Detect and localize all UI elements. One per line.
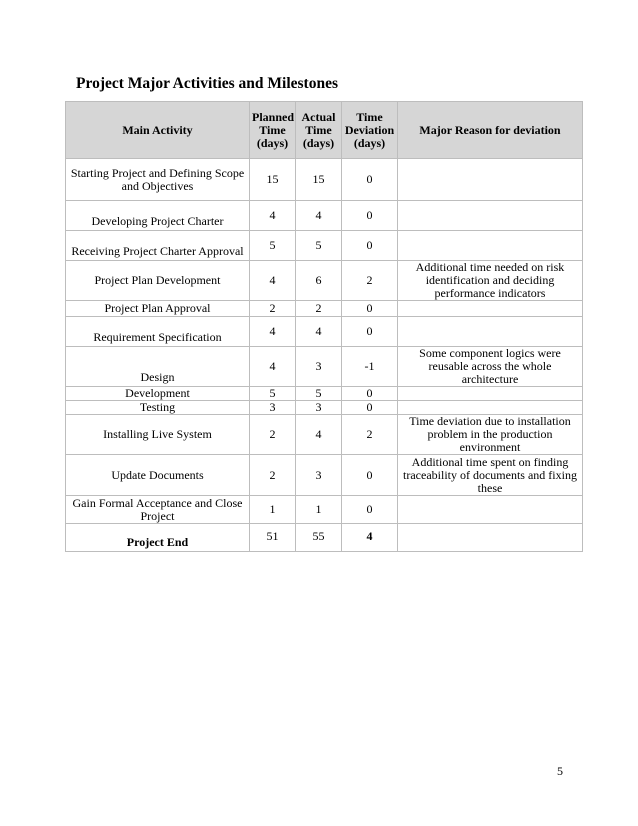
- cell-deviation: 0: [342, 317, 398, 347]
- cell-reason: Some component logics were reusable across the whole architecture: [398, 347, 583, 387]
- cell-reason: [398, 401, 583, 415]
- cell-deviation: 0: [342, 231, 398, 261]
- table-row: [66, 387, 583, 401]
- cell-activity: Developing Project Charter: [66, 201, 250, 231]
- cell-activity: Gain Formal Acceptance and Close Project: [66, 496, 250, 524]
- cell-planned: 5: [250, 387, 296, 401]
- milestones-table: [65, 101, 583, 552]
- cell-deviation: 2: [342, 415, 398, 455]
- page-title: Project Major Activities and Milestones: [76, 75, 339, 92]
- table-row: [66, 347, 583, 387]
- cell-reason: [398, 231, 583, 261]
- cell-actual: 2: [296, 301, 342, 317]
- cell-planned: 2: [250, 415, 296, 455]
- cell-actual: 3: [296, 401, 342, 415]
- cell-planned: 2: [250, 301, 296, 317]
- cell-actual: 5: [296, 387, 342, 401]
- cell-reason: [398, 159, 583, 201]
- cell-activity: Receiving Project Charter Approval: [66, 231, 250, 261]
- header-main-activity: Main Activity: [66, 102, 250, 159]
- cell-total-actual: 55: [296, 524, 342, 552]
- table-row: [66, 261, 583, 301]
- cell-activity: Testing: [66, 401, 250, 415]
- table-row: [66, 201, 583, 231]
- cell-reason: [398, 301, 583, 317]
- cell-deviation: -1: [342, 347, 398, 387]
- cell-planned: 4: [250, 347, 296, 387]
- cell-deviation: 0: [342, 201, 398, 231]
- cell-reason: Additional time needed on risk identification and deciding performance indicators: [398, 261, 583, 301]
- cell-activity: Project Plan Approval: [66, 301, 250, 317]
- cell-reason: [398, 496, 583, 524]
- cell-activity: Installing Live System: [66, 415, 250, 455]
- cell-planned: 4: [250, 201, 296, 231]
- table-row: [66, 401, 583, 415]
- cell-actual: 1: [296, 496, 342, 524]
- cell-deviation: 0: [342, 301, 398, 317]
- cell-activity: Development: [66, 387, 250, 401]
- cell-reason: [398, 317, 583, 347]
- cell-reason: Time deviation due to installation problem in the production environment: [398, 415, 583, 455]
- header-time-deviation: Time Deviation (days): [342, 102, 398, 159]
- cell-reason: Additional time spent on finding traceability of documents and fixing these: [398, 455, 583, 496]
- cell-planned: 5: [250, 231, 296, 261]
- cell-actual: 4: [296, 415, 342, 455]
- cell-actual: 6: [296, 261, 342, 301]
- cell-actual: 4: [296, 201, 342, 231]
- table-row: [66, 159, 583, 201]
- cell-planned: 3: [250, 401, 296, 415]
- page-number: 5: [557, 764, 563, 778]
- cell-activity: Requirement Specification: [66, 317, 250, 347]
- cell-total-label: Project End: [66, 524, 250, 552]
- header-actual-time: Actual Time (days): [296, 102, 342, 159]
- cell-deviation: 0: [342, 387, 398, 401]
- cell-total-deviation: 4: [342, 524, 398, 552]
- cell-actual: 15: [296, 159, 342, 201]
- cell-planned: 15: [250, 159, 296, 201]
- cell-activity: Design: [66, 347, 250, 387]
- cell-total-reason: [398, 524, 583, 552]
- cell-actual: 4: [296, 317, 342, 347]
- cell-planned: 2: [250, 455, 296, 496]
- cell-planned: 4: [250, 261, 296, 301]
- cell-reason: [398, 201, 583, 231]
- table-row: [66, 455, 583, 496]
- cell-actual: 3: [296, 347, 342, 387]
- table-row: [66, 301, 583, 317]
- cell-actual: 5: [296, 231, 342, 261]
- table-header-row: [66, 102, 583, 159]
- cell-reason: [398, 387, 583, 401]
- cell-planned: 1: [250, 496, 296, 524]
- cell-total-planned: 51: [250, 524, 296, 552]
- table-row: [66, 317, 583, 347]
- cell-deviation: 0: [342, 159, 398, 201]
- table-row: [66, 415, 583, 455]
- cell-deviation: 0: [342, 455, 398, 496]
- header-major-reason: Major Reason for deviation: [398, 102, 583, 159]
- cell-activity: Update Documents: [66, 455, 250, 496]
- cell-deviation: 2: [342, 261, 398, 301]
- cell-actual: 3: [296, 455, 342, 496]
- cell-activity: Starting Project and Defining Scope and Objectives: [66, 159, 250, 201]
- table-row: [66, 496, 583, 524]
- cell-activity: Project Plan Development: [66, 261, 250, 301]
- cell-planned: 4: [250, 317, 296, 347]
- cell-deviation: 0: [342, 401, 398, 415]
- cell-deviation: 0: [342, 496, 398, 524]
- table-row: [66, 231, 583, 261]
- header-planned-time: Planned Time (days): [250, 102, 296, 159]
- table-total-row: [66, 524, 583, 552]
